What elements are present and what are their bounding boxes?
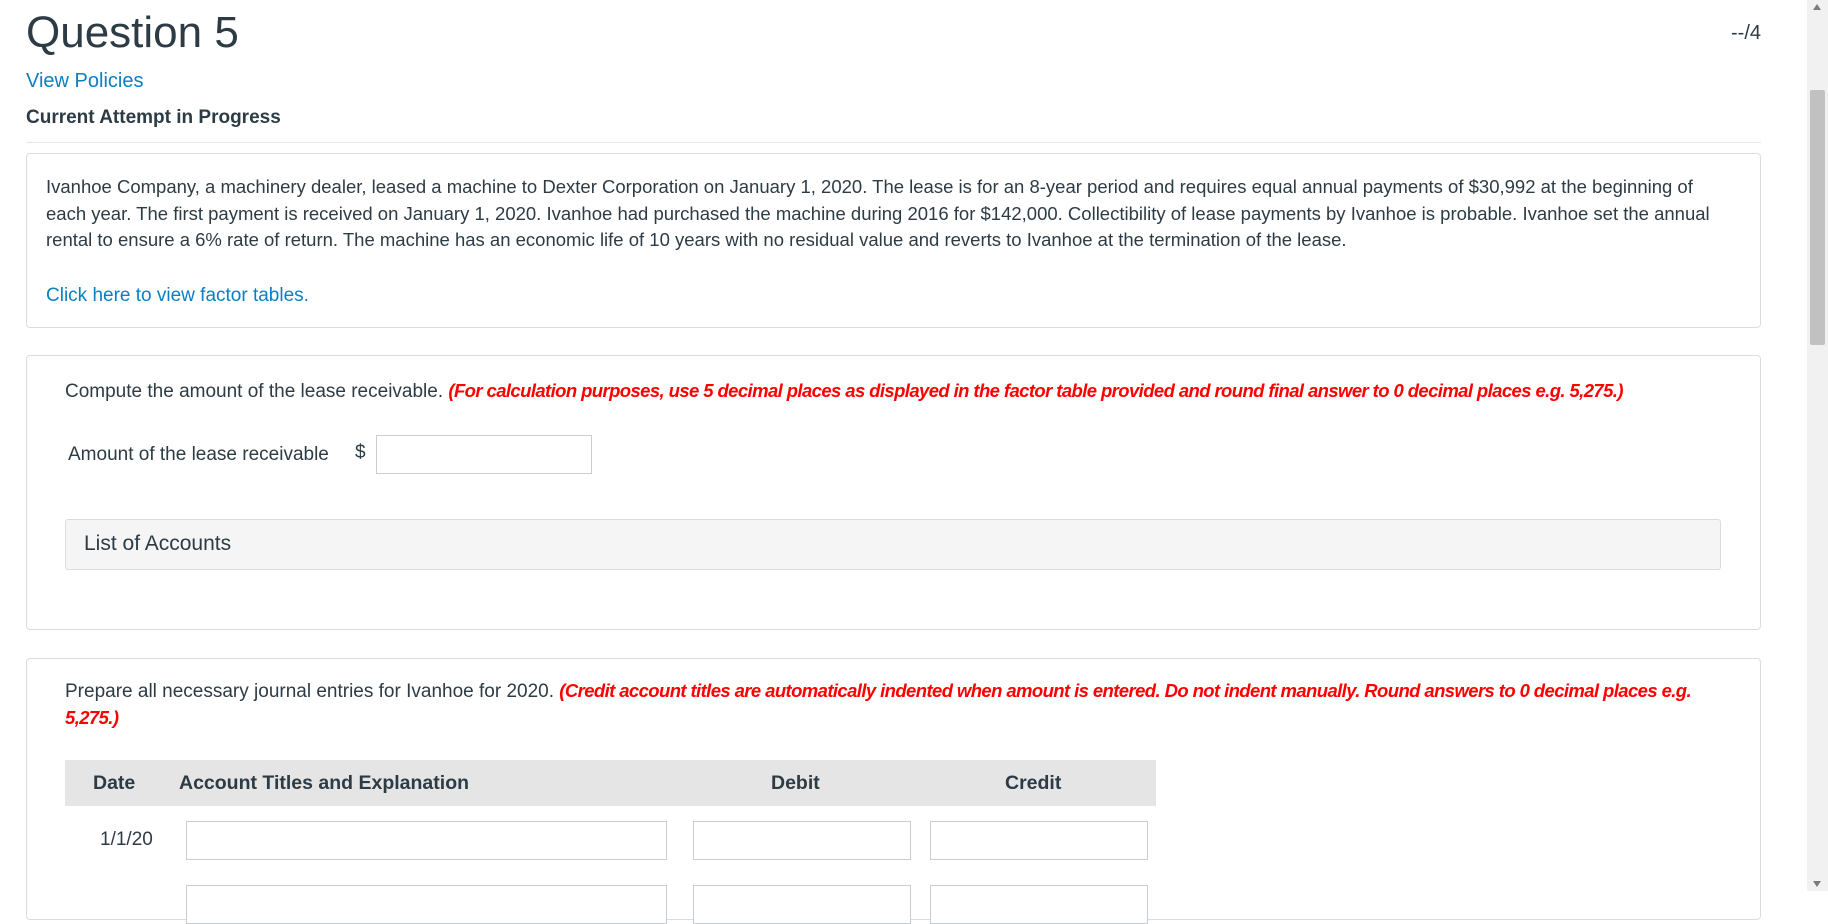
scrollbar-thumb[interactable] xyxy=(1810,90,1825,345)
header-divider xyxy=(26,142,1761,143)
scroll-up-arrow-icon[interactable] xyxy=(1813,4,1821,10)
lease-instruction xyxy=(65,378,1745,405)
vertical-scrollbar[interactable] xyxy=(1807,0,1828,891)
problem-statement-card xyxy=(26,153,1761,328)
account-title-input[interactable] xyxy=(186,821,667,860)
factor-tables-link[interactable]: Click here to view factor tables. xyxy=(46,285,309,306)
journal-instruction xyxy=(65,678,1725,732)
question-score: --/4 xyxy=(1731,22,1761,44)
debit-input[interactable] xyxy=(693,821,911,860)
question-header xyxy=(26,0,1761,140)
column-header-debit: Debit xyxy=(771,772,820,794)
lease-receivable-input[interactable] xyxy=(376,435,592,474)
question-title: Question 5 xyxy=(26,8,239,57)
list-of-accounts-label: List of Accounts xyxy=(84,532,232,555)
journal-table-header xyxy=(65,760,1156,806)
lease-instruction-text: Compute the amount of the lease receivable. xyxy=(65,381,444,402)
column-header-credit: Credit xyxy=(1005,772,1062,794)
view-policies-link[interactable]: View Policies xyxy=(26,70,144,92)
journal-instruction-text: Prepare all necessary journal entries for Ivanhoe for 2020. xyxy=(65,681,554,702)
attempt-status: Current Attempt in Progress xyxy=(26,107,281,128)
credit-input[interactable] xyxy=(930,821,1148,860)
lease-receivable-label: Amount of the lease receivable xyxy=(68,444,329,465)
column-header-account: Account Titles and Explanation xyxy=(179,772,470,794)
journal-entries-card xyxy=(26,658,1761,920)
column-header-date: Date xyxy=(93,772,136,794)
scroll-down-arrow-icon[interactable] xyxy=(1813,881,1821,887)
currency-symbol: $ xyxy=(355,442,366,463)
problem-statement-text: Ivanhoe Company, a machinery dealer, leased a machine to Dexter Corporation on January 1, 2020. The lease is for an 8-year period and requires equal annual payments of $30,992 at the beginning of each year. The first payment is received on January 1, 2020. Ivanhoe had purchased the machine during 2016 for $142,000. Collectibility of lease payments by Ivanhoe is probable. Ivanhoe set the annual rental to ensure a 6% rate of return. The machine has an economic life of 10 years with no residual value and reverts to Ivanhoe at the termination of the lease. xyxy=(46,176,1710,250)
lease-instruction-note: (For calculation purposes, use 5 decimal places as displayed in the factor table provided and round final answer to 0 decimal places e.g. 5,275.) xyxy=(448,380,1623,401)
lease-receivable-card xyxy=(26,355,1761,630)
question-page xyxy=(26,0,1761,850)
journal-row-date: 1/1/20 xyxy=(100,829,153,850)
journal-instruction-note: (Credit account titles are automatically indented when amount is entered. Do not indent manually. Round answers to 0 decimal places e.g. 5,275.) xyxy=(65,680,1692,728)
list-of-accounts-button[interactable] xyxy=(65,519,1721,570)
